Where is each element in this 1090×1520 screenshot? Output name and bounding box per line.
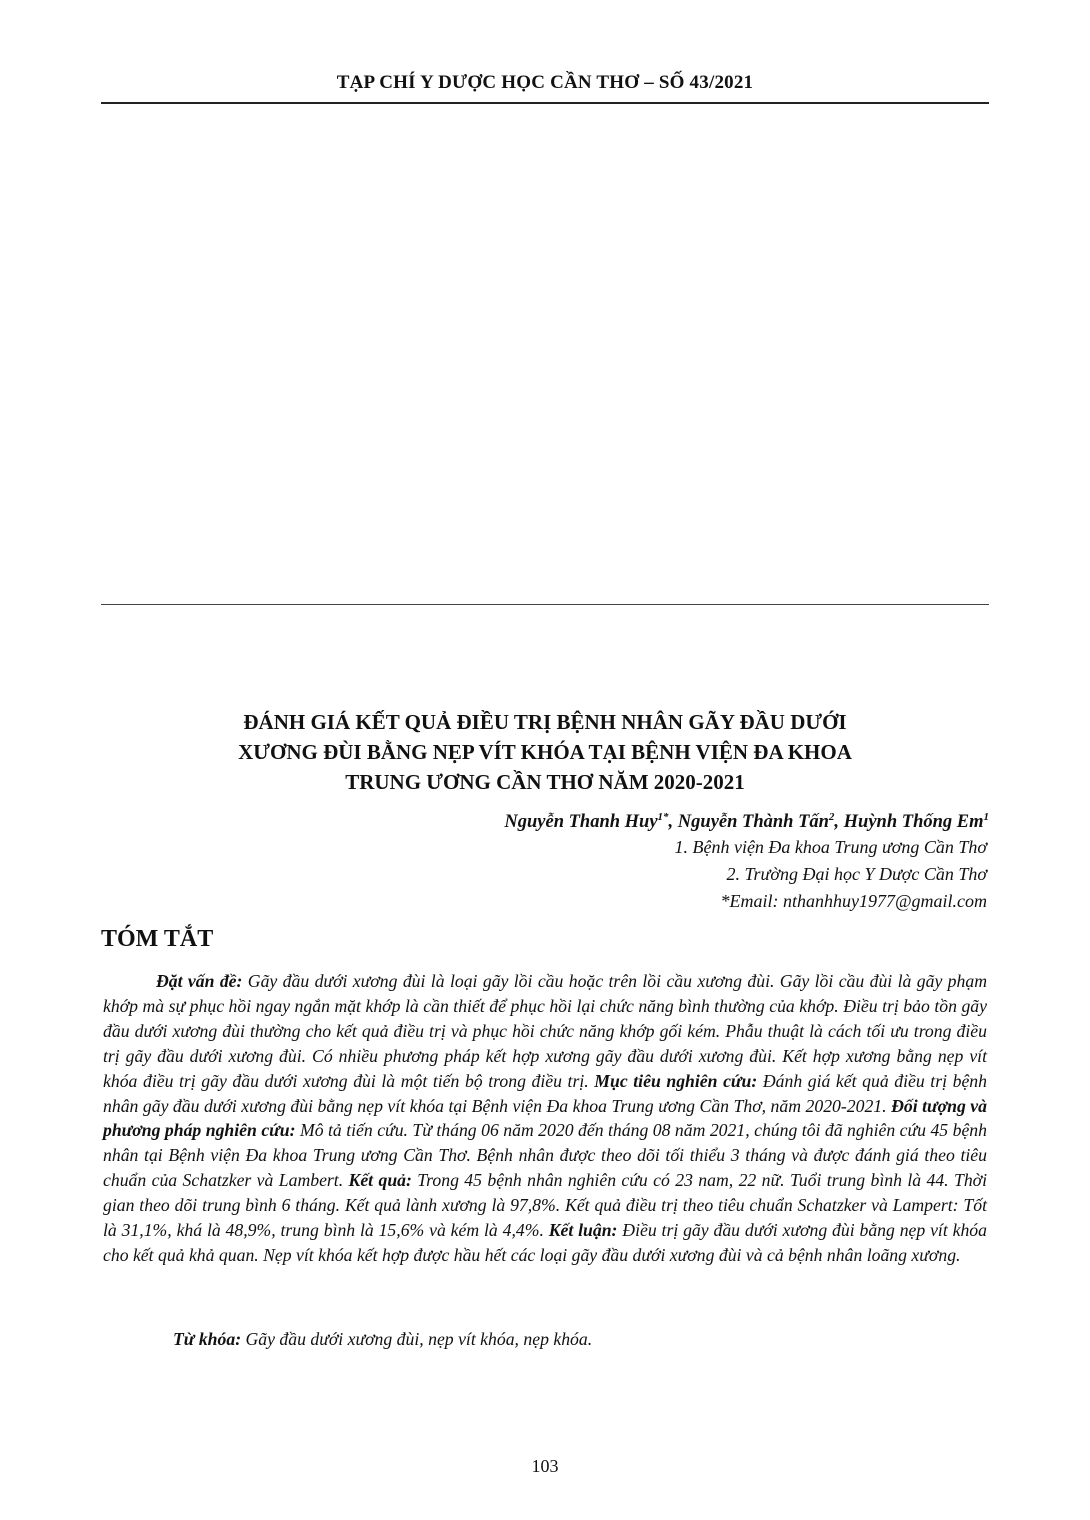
author-name: Nguyễn Thành Tấn	[677, 812, 829, 833]
text-background: Gãy đầu dưới xương đùi là loại gãy lồi cầu hoặc trên lồi cầu xương đùi. Gãy lồi cầu đùi là gãy phạm khớp mà sự phục hồi ngay ngắn mặt khớp là cần thiết để phục hồi lại chức năng bình thường của khớp. Điều trị bảo tồn gãy đầu dưới xương đùi thường cho kết quả điều trị và phục hồi chức năng khớp gối kém. Phẫu thuật là cách tối ưu trong điều trị gãy đầu dưới xương đùi. Có nhiều phương pháp kết hợp xương gãy đầu dưới xương đùi. Kết hợp xương bằng nẹp vít khóa điều trị gãy đầu dưới xương đùi là một tiến bộ trong điều trị.	[103, 971, 987, 1091]
keywords-label: Từ khóa:	[173, 1329, 242, 1349]
title-line-2: XƯƠNG ĐÙI BẰNG NẸP VÍT KHÓA TẠI BỆNH VIỆN ĐA KHOA	[238, 740, 852, 764]
author-name: Nguyễn Thanh Huy	[504, 812, 658, 833]
text-methods: Mô tả tiến cứu. Từ tháng 06 năm 2020 đến tháng 08 năm 2021, chúng tôi đã nghiên cứu 45 bệnh nhân tại Bệnh viện Đa khoa Trung ương Cần Thơ. Bệnh nhân được theo dõi tối thiểu 3 tháng và được đánh giá theo tiêu chuẩn của Schatzker và Lambert.	[103, 1120, 987, 1191]
author-affiliation-mark: 1*	[657, 811, 669, 823]
keywords-text: Gãy đầu dưới xương đùi, nẹp vít khóa, nẹp khóa.	[241, 1329, 593, 1349]
affiliation-2: 2. Trường Đại học Y Dược Cần Thơ	[726, 864, 987, 884]
author-affiliation-mark: 1	[983, 811, 989, 823]
affiliation-1: 1. Bệnh viện Đa khoa Trung ương Cần Thơ	[674, 837, 987, 857]
label-conclusion: Kết luận:	[548, 1220, 618, 1241]
header-rule	[101, 102, 989, 104]
text-conclusion: Điều trị gãy đầu dưới xương đùi bằng nẹp vít khóa cho kết quả khả quan. Nẹp vít khóa kết hợp được hầu hết các loại gãy đầu dưới xương đùi và cả bệnh nhân loãng xương.	[103, 1220, 987, 1265]
abstract-paragraph	[103, 969, 987, 1268]
abstract-heading: TÓM TẮT	[101, 926, 214, 952]
abstract-body	[103, 969, 987, 1268]
text-objective: Đánh giá kết quả điều trị bệnh nhân gãy đầu dưới xương đùi bằng nẹp vít khóa tại Bệnh viện Đa khoa Trung ương Cần Thơ, năm 2020-2021.	[103, 1070, 987, 1116]
affiliations	[674, 834, 987, 915]
author-affiliation-mark: 2	[828, 811, 835, 823]
label-results: Kết quả:	[348, 1170, 412, 1191]
author-separator: ,	[834, 812, 844, 833]
corresponding-email: *Email: nthanhhuy1977@gmail.com	[720, 891, 987, 911]
author-separator: ,	[668, 812, 678, 833]
label-objective: Mục tiêu nghiên cứu:	[594, 1070, 758, 1091]
section-divider	[101, 604, 989, 605]
label-background: Đặt vấn đề:	[156, 971, 243, 991]
paper-title	[101, 707, 989, 797]
author-list	[504, 803, 989, 836]
keywords	[103, 1327, 987, 1352]
text-results: Trong 45 bệnh nhân nghiên cứu có 23 nam, 22 nữ. Tuổi trung bình là 44. Thời gian theo dõi trung bình 6 tháng. Kết quả lành xương là 97,8%. Kết quả điều trị theo tiêu chuẩn Schatzker và Lampert: Tốt là 31,1%, khá là 48,9%, trung bình là 15,6% và kém là 4,4%.	[103, 1170, 988, 1241]
journal-header: TẠP CHÍ Y DƯỢC HỌC CẦN THƠ – SỐ 43/2021	[336, 72, 754, 93]
title-line-1: ĐÁNH GIÁ KẾT QUẢ ĐIỀU TRỊ BỆNH NHÂN GÃY ĐẦU DƯỚI	[243, 710, 847, 734]
title-line-3: TRUNG ƯƠNG CẦN THƠ NĂM 2020-2021	[345, 770, 745, 794]
label-methods: Đối tượng và phương pháp nghiên cứu:	[103, 1095, 987, 1141]
author-name: Huỳnh Thống Em	[843, 812, 984, 833]
page-number: 103	[531, 1456, 559, 1476]
